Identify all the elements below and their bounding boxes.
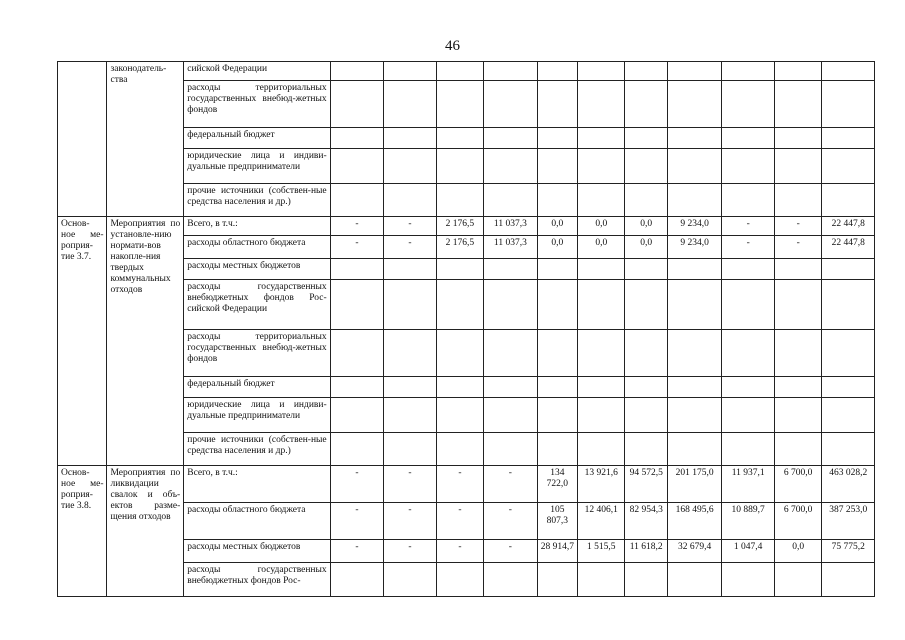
value-cell: 2 176,5 bbox=[436, 217, 483, 236]
value-cell bbox=[384, 398, 437, 433]
value-cell bbox=[484, 81, 538, 128]
value-cell bbox=[774, 62, 821, 81]
value-cell bbox=[722, 433, 775, 466]
value-cell bbox=[774, 128, 821, 149]
value-cell bbox=[436, 62, 483, 81]
value-cell bbox=[484, 433, 538, 466]
funding-source-label: юридические лица и индиви-дуальные предприниматели bbox=[184, 149, 330, 184]
funding-source-label: расходы областного бюджета bbox=[184, 236, 330, 259]
value-cell bbox=[625, 398, 667, 433]
value-cell bbox=[537, 280, 577, 330]
value-cell bbox=[384, 433, 437, 466]
activity-code-cell: Основ-ное ме-роприя-тие 3.8. bbox=[58, 466, 107, 597]
value-cell bbox=[484, 377, 538, 398]
table-row bbox=[58, 466, 875, 503]
value-cell bbox=[330, 280, 384, 330]
value-cell bbox=[625, 81, 667, 128]
value-cell: 94 572,5 bbox=[625, 466, 667, 503]
value-cell: - bbox=[774, 217, 821, 236]
value-cell: - bbox=[330, 217, 384, 236]
value-cell bbox=[625, 128, 667, 149]
value-cell bbox=[722, 377, 775, 398]
value-cell bbox=[667, 398, 722, 433]
value-cell bbox=[625, 330, 667, 377]
value-cell bbox=[436, 398, 483, 433]
value-cell bbox=[578, 377, 625, 398]
value-cell bbox=[667, 184, 722, 217]
value-cell: 11 037,3 bbox=[484, 217, 538, 236]
value-cell bbox=[484, 149, 538, 184]
value-cell bbox=[384, 184, 437, 217]
value-cell bbox=[822, 62, 875, 81]
funding-source-label: прочие источники (собствен-ные средства населения и др.) bbox=[184, 433, 330, 466]
value-cell bbox=[330, 563, 384, 597]
value-cell bbox=[436, 377, 483, 398]
value-cell: 75 775,2 bbox=[822, 540, 875, 563]
value-cell bbox=[537, 377, 577, 398]
value-cell bbox=[436, 81, 483, 128]
value-cell: - bbox=[384, 466, 437, 503]
value-cell bbox=[436, 433, 483, 466]
value-cell: - bbox=[774, 236, 821, 259]
value-cell: - bbox=[484, 540, 538, 563]
value-cell bbox=[822, 149, 875, 184]
funding-source-label: Всего, в т.ч.: bbox=[184, 217, 330, 236]
value-cell bbox=[330, 377, 384, 398]
activity-name-cell: законодатель-ства bbox=[107, 62, 184, 217]
value-cell bbox=[625, 184, 667, 217]
value-cell: - bbox=[436, 540, 483, 563]
value-cell bbox=[822, 184, 875, 217]
value-cell bbox=[384, 259, 437, 280]
value-cell bbox=[436, 280, 483, 330]
value-cell bbox=[722, 128, 775, 149]
value-cell bbox=[774, 81, 821, 128]
value-cell bbox=[822, 81, 875, 128]
value-cell bbox=[330, 259, 384, 280]
value-cell: - bbox=[384, 503, 437, 540]
value-cell: - bbox=[330, 466, 384, 503]
value-cell bbox=[667, 81, 722, 128]
value-cell bbox=[537, 259, 577, 280]
value-cell bbox=[578, 259, 625, 280]
value-cell: 134 722,0 bbox=[537, 466, 577, 503]
value-cell: - bbox=[384, 236, 437, 259]
value-cell bbox=[384, 81, 437, 128]
value-cell bbox=[722, 280, 775, 330]
value-cell bbox=[667, 62, 722, 81]
value-cell bbox=[537, 62, 577, 81]
value-cell bbox=[722, 149, 775, 184]
value-cell bbox=[774, 280, 821, 330]
value-cell bbox=[384, 280, 437, 330]
value-cell bbox=[722, 330, 775, 377]
value-cell bbox=[537, 433, 577, 466]
value-cell: 13 921,6 bbox=[578, 466, 625, 503]
table-row bbox=[58, 217, 875, 236]
funding-source-label: Всего, в т.ч.: bbox=[184, 466, 330, 503]
value-cell bbox=[822, 128, 875, 149]
funding-source-label: расходы местных бюджетов bbox=[184, 540, 330, 563]
value-cell bbox=[436, 330, 483, 377]
value-cell bbox=[330, 128, 384, 149]
value-cell bbox=[667, 128, 722, 149]
value-cell: 0,0 bbox=[578, 217, 625, 236]
value-cell bbox=[722, 62, 775, 81]
value-cell bbox=[436, 184, 483, 217]
value-cell bbox=[436, 563, 483, 597]
value-cell bbox=[722, 259, 775, 280]
value-cell: 6 700,0 bbox=[774, 503, 821, 540]
value-cell: 1 047,4 bbox=[722, 540, 775, 563]
funding-source-label: расходы областного бюджета bbox=[184, 503, 330, 540]
value-cell bbox=[484, 280, 538, 330]
value-cell bbox=[484, 184, 538, 217]
value-cell bbox=[384, 330, 437, 377]
value-cell: - bbox=[330, 503, 384, 540]
value-cell bbox=[774, 563, 821, 597]
value-cell: 0,0 bbox=[537, 217, 577, 236]
value-cell: 22 447,8 bbox=[822, 217, 875, 236]
value-cell bbox=[578, 398, 625, 433]
value-cell bbox=[774, 149, 821, 184]
funding-source-label: расходы территориальных государственных внебюд-жетных фондов bbox=[184, 81, 330, 128]
value-cell bbox=[822, 330, 875, 377]
value-cell: 10 889,7 bbox=[722, 503, 775, 540]
value-cell: - bbox=[330, 236, 384, 259]
value-cell: 463 028,2 bbox=[822, 466, 875, 503]
value-cell bbox=[667, 149, 722, 184]
page-number: 46 bbox=[445, 38, 460, 54]
activity-name-cell: Мероприятия по ликвидации свалок и объ-ектов разме-щения отходов bbox=[107, 466, 184, 597]
value-cell bbox=[330, 81, 384, 128]
value-cell bbox=[774, 330, 821, 377]
funding-source-label: сийской Федерации bbox=[184, 62, 330, 81]
value-cell: - bbox=[384, 217, 437, 236]
value-cell bbox=[484, 128, 538, 149]
value-cell bbox=[384, 149, 437, 184]
table-row bbox=[58, 62, 875, 81]
funding-source-label: расходы территориальных государственных внебюд-жетных фондов bbox=[184, 330, 330, 377]
activity-name-cell: Мероприятия по установле-нию нормати-вов накопле-ния твердых коммунальных отходов bbox=[107, 217, 184, 466]
value-cell: - bbox=[330, 540, 384, 563]
value-cell bbox=[722, 184, 775, 217]
value-cell bbox=[625, 149, 667, 184]
value-cell bbox=[330, 184, 384, 217]
value-cell bbox=[667, 433, 722, 466]
value-cell bbox=[625, 280, 667, 330]
value-cell bbox=[774, 259, 821, 280]
value-cell bbox=[625, 563, 667, 597]
value-cell: 168 495,6 bbox=[667, 503, 722, 540]
value-cell: 0,0 bbox=[578, 236, 625, 259]
value-cell bbox=[384, 563, 437, 597]
value-cell bbox=[384, 62, 437, 81]
value-cell bbox=[625, 433, 667, 466]
activity-code-cell: Основ-ное ме-роприя-тие 3.7. bbox=[58, 217, 107, 466]
value-cell bbox=[578, 62, 625, 81]
value-cell: - bbox=[722, 217, 775, 236]
value-cell: 12 406,1 bbox=[578, 503, 625, 540]
value-cell bbox=[625, 62, 667, 81]
value-cell bbox=[667, 330, 722, 377]
funding-source-label: прочие источники (собствен-ные средства населения и др.) bbox=[184, 184, 330, 217]
value-cell bbox=[484, 398, 538, 433]
value-cell bbox=[822, 280, 875, 330]
value-cell bbox=[330, 398, 384, 433]
value-cell: - bbox=[484, 503, 538, 540]
value-cell: 32 679,4 bbox=[667, 540, 722, 563]
value-cell bbox=[537, 184, 577, 217]
value-cell bbox=[537, 149, 577, 184]
value-cell bbox=[578, 563, 625, 597]
value-cell bbox=[578, 128, 625, 149]
value-cell: 9 234,0 bbox=[667, 236, 722, 259]
table-body bbox=[58, 62, 875, 597]
value-cell: 201 175,0 bbox=[667, 466, 722, 503]
value-cell: - bbox=[384, 540, 437, 563]
value-cell: - bbox=[722, 236, 775, 259]
value-cell: 11 618,2 bbox=[625, 540, 667, 563]
value-cell: 1 515,5 bbox=[578, 540, 625, 563]
value-cell bbox=[330, 149, 384, 184]
value-cell: 6 700,0 bbox=[774, 466, 821, 503]
value-cell bbox=[330, 330, 384, 377]
value-cell: - bbox=[436, 466, 483, 503]
value-cell: 9 234,0 bbox=[667, 217, 722, 236]
value-cell bbox=[578, 330, 625, 377]
funding-source-label: федеральный бюджет bbox=[184, 377, 330, 398]
value-cell bbox=[774, 377, 821, 398]
value-cell bbox=[578, 149, 625, 184]
value-cell bbox=[667, 563, 722, 597]
value-cell bbox=[774, 433, 821, 466]
value-cell: 2 176,5 bbox=[436, 236, 483, 259]
funding-source-label: юридические лица и индиви-дуальные предприниматели bbox=[184, 398, 330, 433]
value-cell: 82 954,3 bbox=[625, 503, 667, 540]
value-cell bbox=[484, 62, 538, 81]
value-cell bbox=[822, 398, 875, 433]
value-cell bbox=[667, 259, 722, 280]
value-cell bbox=[578, 280, 625, 330]
value-cell bbox=[436, 128, 483, 149]
value-cell bbox=[722, 563, 775, 597]
value-cell bbox=[484, 330, 538, 377]
value-cell bbox=[822, 433, 875, 466]
value-cell bbox=[722, 81, 775, 128]
funding-source-label: расходы государственных внебюджетных фондов Рос- bbox=[184, 563, 330, 597]
funding-source-label: федеральный бюджет bbox=[184, 128, 330, 149]
value-cell bbox=[625, 259, 667, 280]
value-cell bbox=[722, 398, 775, 433]
value-cell bbox=[578, 184, 625, 217]
value-cell bbox=[537, 128, 577, 149]
value-cell bbox=[667, 280, 722, 330]
value-cell: 22 447,8 bbox=[822, 236, 875, 259]
value-cell bbox=[330, 433, 384, 466]
value-cell: 0,0 bbox=[537, 236, 577, 259]
value-cell bbox=[537, 330, 577, 377]
value-cell bbox=[822, 259, 875, 280]
budget-table bbox=[57, 61, 875, 597]
value-cell bbox=[484, 259, 538, 280]
value-cell: 11 037,3 bbox=[484, 236, 538, 259]
value-cell: 0,0 bbox=[774, 540, 821, 563]
value-cell: - bbox=[436, 503, 483, 540]
value-cell: 387 253,0 bbox=[822, 503, 875, 540]
value-cell: 0,0 bbox=[625, 236, 667, 259]
value-cell bbox=[436, 259, 483, 280]
value-cell: 28 914,7 bbox=[537, 540, 577, 563]
value-cell bbox=[578, 81, 625, 128]
value-cell bbox=[578, 433, 625, 466]
value-cell bbox=[667, 377, 722, 398]
value-cell bbox=[436, 149, 483, 184]
value-cell bbox=[774, 184, 821, 217]
value-cell bbox=[822, 377, 875, 398]
value-cell bbox=[537, 398, 577, 433]
value-cell: - bbox=[484, 466, 538, 503]
value-cell bbox=[330, 62, 384, 81]
value-cell bbox=[384, 377, 437, 398]
value-cell: 11 937,1 bbox=[722, 466, 775, 503]
value-cell bbox=[774, 398, 821, 433]
funding-source-label: расходы местных бюджетов bbox=[184, 259, 330, 280]
value-cell bbox=[537, 81, 577, 128]
value-cell bbox=[822, 563, 875, 597]
activity-code-cell bbox=[58, 62, 107, 217]
value-cell bbox=[484, 563, 538, 597]
value-cell bbox=[625, 377, 667, 398]
value-cell: 105 807,3 bbox=[537, 503, 577, 540]
value-cell bbox=[537, 563, 577, 597]
value-cell bbox=[384, 128, 437, 149]
funding-source-label: расходы государственных внебюджетных фондов Рос-сийской Федерации bbox=[184, 280, 330, 330]
value-cell: 0,0 bbox=[625, 217, 667, 236]
